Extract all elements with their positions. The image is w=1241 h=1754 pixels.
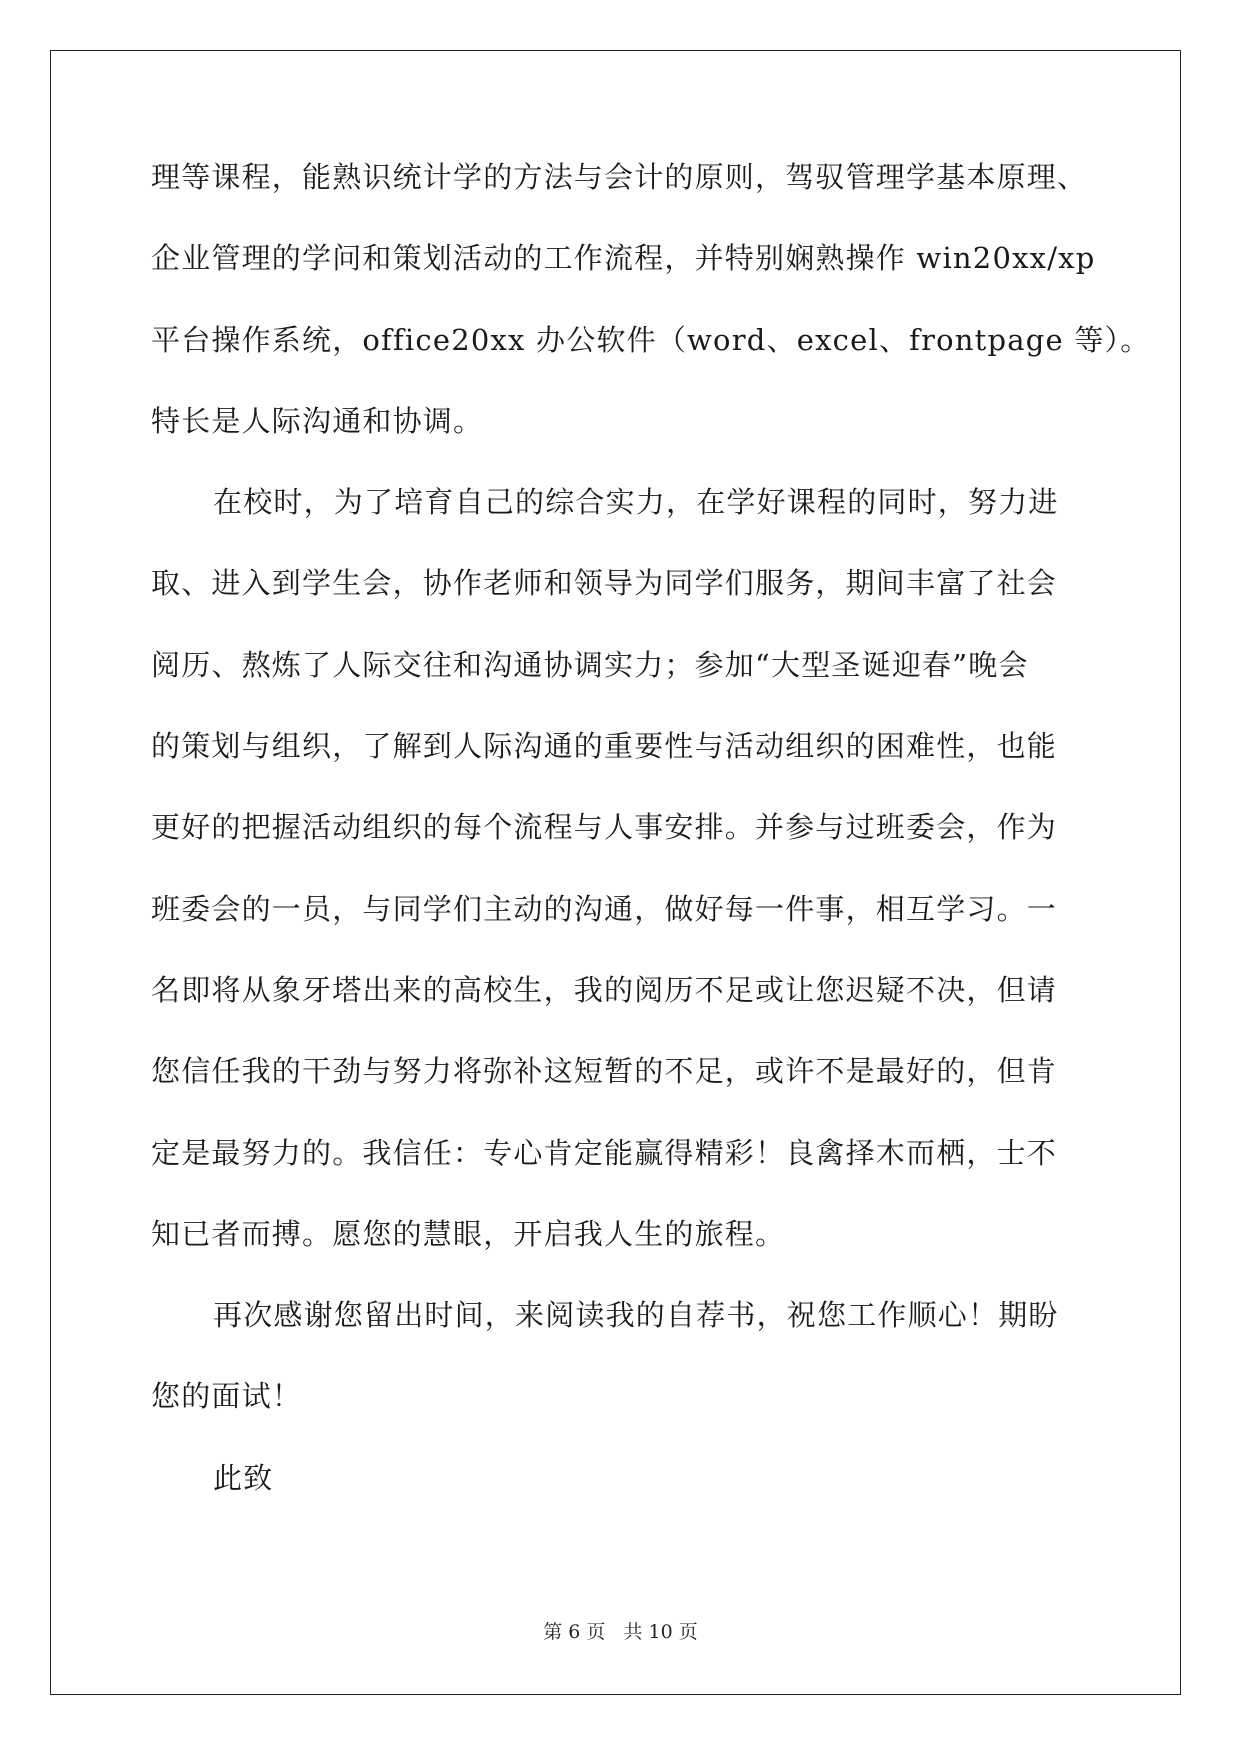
- text-line-5: 在校时，为了培育自己的综合实力，在学好课程的同时，努力进: [213, 485, 1059, 520]
- text-line-11: 名即将从象牙塔出来的高校生，我的阅历不足或让您迟疑不决，但请: [151, 972, 1058, 1007]
- text-line-4: 特长是人际沟通和协调。: [151, 403, 484, 438]
- text-line-1: 理等课程，能熟识统计学的方法与会计的原则，驾驭管理学基本原理、: [151, 160, 1088, 194]
- page-number: 第 6 页: [543, 1621, 606, 1643]
- text-line-8: 的策划与组织，了解到人际沟通的重要性与活动组织的困难性，也能: [151, 729, 1058, 764]
- text-line-15: 再次感谢您留出时间，来阅读我的自荐书，祝您工作顺心！期盼: [213, 1298, 1059, 1333]
- text-line-2: 企业管理的学问和策划活动的工作流程，并特别娴熟操作 win20xx/xp: [151, 241, 1096, 276]
- text-line-17: 此致: [213, 1460, 274, 1495]
- text-line-13: 定是最努力的。我信任：专心肯定能赢得精彩！良禽择木而栖，士不: [151, 1135, 1058, 1170]
- text-line-10: 班委会的一员，与同学们主动的沟通，做好每一件事，相互学习。一: [151, 891, 1058, 926]
- text-line-9: 更好的把握活动组织的每个流程与人事安排。并参与过班委会，作为: [151, 810, 1058, 845]
- text-line-14: 知已者而搏。愿您的慧眼，开启我人生的旅程。: [151, 1216, 786, 1251]
- text-line-7: 阅历、熬炼了人际交往和沟通协调实力；参加“大型圣诞迎春”晚会: [151, 647, 1029, 682]
- text-line-3: 平台操作系统，office20xx 办公软件（word、excel、frontpage 等）。: [151, 322, 1151, 357]
- text-line-16: 您的面试！: [151, 1379, 303, 1414]
- page-footer: [0, 1620, 1241, 1644]
- text-line-12: 您信任我的干劲与努力将弥补这短暂的不足，或许不是最好的，但肯: [151, 1054, 1058, 1089]
- page-total: 共 10 页: [623, 1621, 698, 1643]
- document-body: [151, 160, 1151, 1542]
- text-line-6: 取、进入到学生会，协作老师和领导为同学们服务，期间丰富了社会: [151, 566, 1058, 601]
